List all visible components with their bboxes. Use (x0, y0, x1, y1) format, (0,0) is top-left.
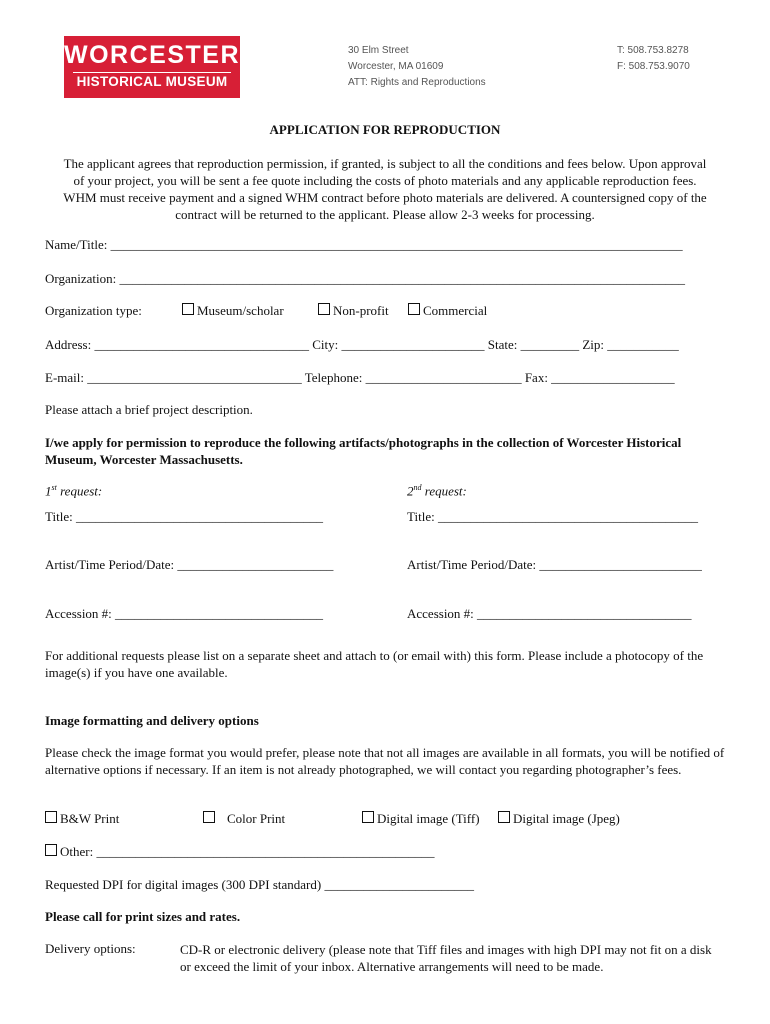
commercial-label: Commercial (423, 303, 488, 318)
other-format-field[interactable]: Other: ____________________________________________________ (60, 844, 435, 859)
digital-tiff-option[interactable] (362, 811, 480, 827)
permission-heading: I/we apply for permission to reproduce the following artifacts/photographs in the collection of Worcester Historical Museum, Worcester Massachusetts. (45, 435, 682, 467)
non-profit-label: Non-profit (333, 303, 389, 318)
first-request-number: 1 (45, 483, 52, 499)
color-print-option[interactable] (203, 811, 285, 827)
digital-jpeg-label: Digital image (Jpeg) (513, 811, 620, 826)
attach-description-note: Please attach a brief project description. (45, 402, 253, 417)
second-request-heading (407, 483, 467, 499)
first-request-accession-field[interactable]: Accession #: ________________________________ (45, 606, 324, 621)
delivery-options-text: CD-R or electronic delivery (please note that Tiff files and images with high DPI may not fit on a disk or exceed the limit of your inbox. Alternative arrangements will need to be made. (180, 942, 712, 974)
additional-requests-note: For additional requests please list on a separate sheet and attach to (or email with) this form. Please include a photocopy of the image(s) if you have one available. (45, 648, 704, 680)
digital-tiff-label: Digital image (Tiff) (377, 811, 480, 826)
delivery-options-label: Delivery options: (45, 941, 136, 956)
museum-scholar-label: Museum/scholar (197, 303, 284, 318)
first-request-suffix: st (51, 483, 57, 492)
museum-address (348, 43, 486, 91)
first-request-heading (45, 483, 102, 499)
non-profit-checkbox[interactable] (318, 303, 330, 315)
second-request-title-field[interactable]: Title: ________________________________________ (407, 509, 698, 524)
bw-print-option[interactable] (45, 811, 119, 827)
email-phone-fax-line[interactable]: E-mail: _________________________________ Telephone: ________________________ Fax: ___________________ (45, 370, 675, 385)
address-att: ATT: Rights and Reproductions (348, 77, 486, 88)
other-format-option[interactable] (45, 844, 434, 860)
second-request-suffix: nd (413, 483, 422, 492)
color-print-checkbox[interactable] (203, 811, 215, 823)
digital-jpeg-checkbox[interactable] (498, 811, 510, 823)
address-street: 30 Elm Street (348, 45, 409, 56)
print-sizes-note: Please call for print sizes and rates. (45, 909, 241, 924)
contact-fax: F: 508.753.9070 (617, 61, 690, 72)
logo-line1: WORCESTER (64, 41, 240, 69)
second-request-number: 2 (407, 483, 414, 499)
first-request-artist-field[interactable]: Artist/Time Period/Date: ________________________ (45, 557, 334, 572)
form-title: APPLICATION FOR REPRODUCTION (269, 122, 501, 137)
second-request-label: request: (421, 483, 467, 499)
formatting-heading: Image formatting and delivery options (45, 713, 259, 728)
address-city: Worcester, MA 01609 (348, 61, 444, 72)
commercial-checkbox[interactable] (408, 303, 420, 315)
logo-divider (73, 72, 231, 73)
museum-scholar-checkbox[interactable] (182, 303, 194, 315)
address-field-line[interactable]: Address: _________________________________ City: ______________________ State: _________ Zip: ___________ (45, 337, 679, 352)
organization-field[interactable]: Organization: _______________________________________________________________________________________ (45, 271, 685, 286)
org-type-commercial-option[interactable] (408, 303, 487, 319)
bw-print-label: B&W Print (60, 811, 120, 826)
digital-tiff-checkbox[interactable] (362, 811, 374, 823)
intro-paragraph: The applicant agrees that reproduction permission, if granted, is subject to all the conditions and fees below. Upon approval of your project, you will be sent a fee quote including the costs of photo materials and any applicable reproduction fees. WHM must receive payment and a signed WHM contract before photo materials are delivered. A countersigned copy of the contract will be returned to the applicant. Please allow 2-3 weeks for processing. (63, 156, 707, 222)
name-title-field[interactable]: Name/Title: ________________________________________________________________________________________ (45, 237, 683, 252)
digital-jpeg-option[interactable] (498, 811, 620, 827)
museum-logo (64, 36, 240, 98)
dpi-request-field[interactable]: Requested DPI for digital images (300 DPI standard) _______________________ (45, 877, 474, 892)
org-type-nonprofit-option[interactable] (318, 303, 389, 319)
formatting-note: Please check the image format you would prefer, please note that not all images are available in all formats, you will be notified of alternative options if necessary. If an item is not already photographed, we will contact you regarding photographer’s fees. (45, 745, 725, 777)
other-format-checkbox[interactable] (45, 844, 57, 856)
museum-contact (617, 43, 690, 75)
logo-line2: HISTORICAL MUSEUM (76, 74, 228, 89)
first-request-title-field[interactable]: Title: ______________________________________ (45, 509, 323, 524)
color-print-label: Color Print (227, 811, 286, 826)
second-request-accession-field[interactable]: Accession #: _________________________________ (407, 606, 692, 621)
second-request-artist-field[interactable]: Artist/Time Period/Date: _________________________ (407, 557, 702, 572)
org-type-museum-option[interactable] (182, 303, 284, 319)
first-request-label: request: (56, 483, 103, 499)
contact-phone: T: 508.753.8278 (617, 45, 689, 56)
bw-print-checkbox[interactable] (45, 811, 57, 823)
organization-type-label: Organization type: (45, 303, 142, 318)
